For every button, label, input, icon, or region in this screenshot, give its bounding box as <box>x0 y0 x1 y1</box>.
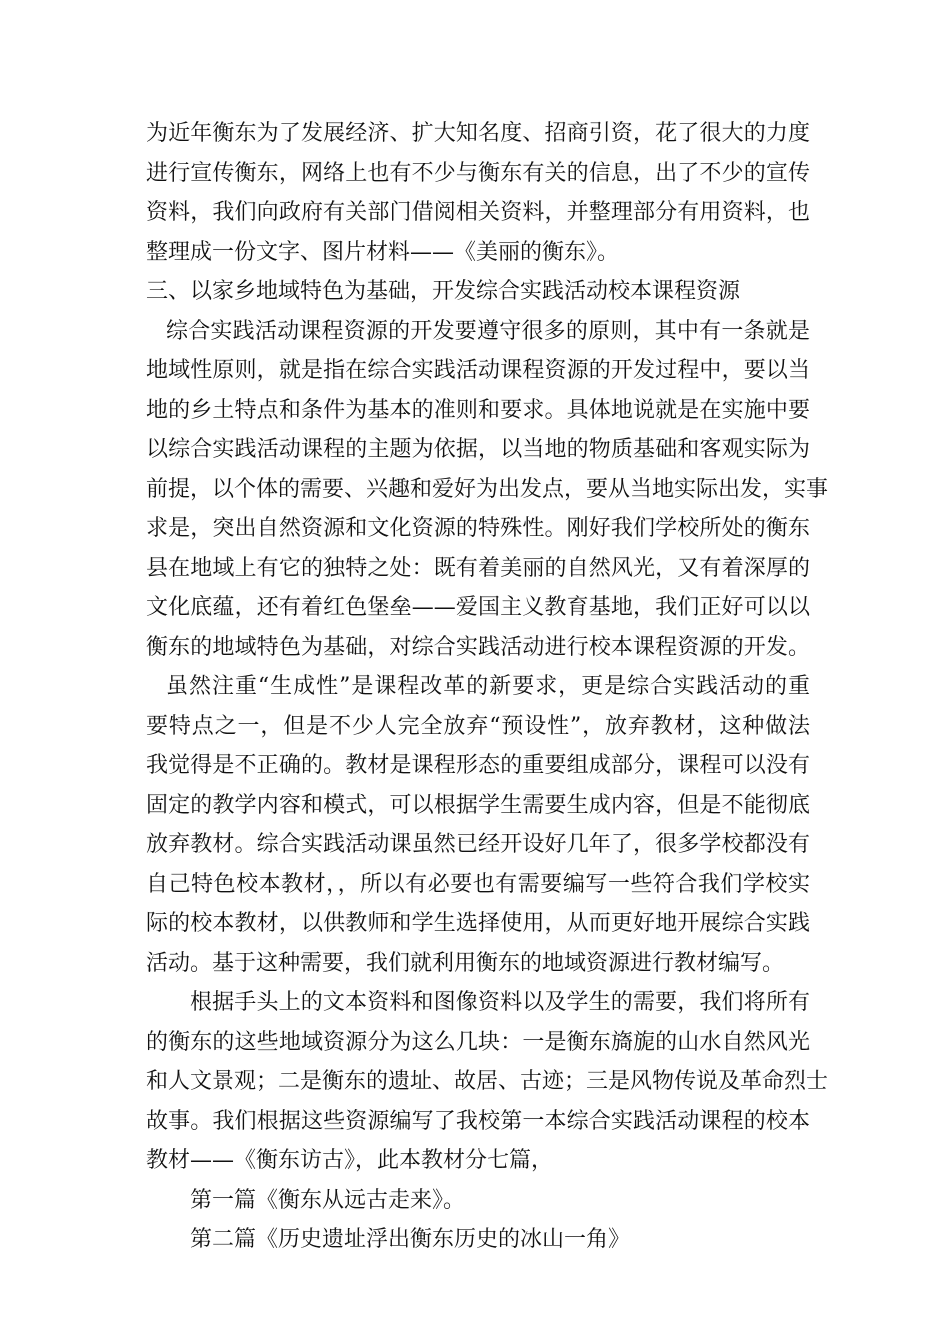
chapter-list-item: 第二篇《历史遗址浮出衡东历史的冰山一角》 <box>190 1227 631 1252</box>
text-line: 和人文景观；二是衡东的遗址、故居、古迹；三是风物传说及革命烈士 <box>146 1069 829 1094</box>
text-line: 县在地域上有它的独特之处：既有着美丽的自然风光，又有着深厚的 <box>146 555 810 581</box>
text-line: 为近年衡东为了发展经济、扩大知名度、招商引资，花了很大的力度 <box>146 121 810 146</box>
text-line: 前提，以个体的需要、兴趣和爱好为出发点，要从当地实际出发，实事 <box>146 476 829 502</box>
text-line: 要特点之一，但是不少人完全放弃“预设性”，放弃教材，这种做法 <box>146 713 810 739</box>
text-line: 际的校本教材，以供教师和学生选择使用，从而更好地开展综合实践 <box>146 911 810 936</box>
text-line: 求是，突出自然资源和文化资源的特殊性。刚好我们学校所处的衡东 <box>146 516 810 541</box>
text-line: 活动。基于这种需要，我们就利用衡东的地域资源进行教材编写。 <box>146 950 785 976</box>
text-line: 放弃教材。综合实践活动课虽然已经开设好几年了，很多学校都没有 <box>146 832 810 857</box>
text-line: 地域性原则，就是指在综合实践活动课程资源的开发过程中，要以当 <box>146 358 810 383</box>
text-line: 综合实践活动课程资源的开发要遵守很多的原则，其中有一条就是 <box>166 318 810 344</box>
chapter-list-item: 第一篇《衡东从远古走来》。 <box>190 1187 466 1213</box>
text-line: 我觉得是不正确的。教材是课程形态的重要组成部分，课程可以没有 <box>146 753 810 778</box>
text-line: 自己特色校本教材，，所以有必要也有需要编写一些符合我们学校实 <box>146 871 810 897</box>
text-line: 固定的教学内容和模式，可以根据学生需要生成内容，但是不能彻底 <box>146 792 810 818</box>
text-line: 文化底蕴，还有着红色堡垒——爱国主义教育基地，我们正好可以以 <box>146 595 810 620</box>
text-line: 资料，我们向政府有关部门借阅相关资料，并整理部分有用资料，也 <box>146 200 810 225</box>
text-line: 地的乡土特点和条件为基本的准则和要求。具体地说就是在实施中要 <box>146 397 810 423</box>
text-line: 的衡东的这些地域资源分为这么几块：一是衡东旖旎的山水自然风光 <box>146 1029 810 1055</box>
text-line: 整理成一份文字、图片材料——《美丽的衡东》。 <box>146 239 620 265</box>
text-line: 虽然注重“生成性”是课程改革的新要求，更是综合实践活动的重 <box>166 674 810 699</box>
text-line: 以综合实践活动课程的主题为依据，以当地的物质基础和客观实际为 <box>146 437 810 462</box>
text-line: 进行宣传衡东，网络上也有不少与衡东有关的信息，出了不少的宣传 <box>146 160 810 186</box>
text-line: 教材——《衡东访古》，此本教材分七篇， <box>146 1148 554 1173</box>
text-line: 故事。我们根据这些资源编写了我校第一本综合实践活动课程的校本 <box>146 1108 810 1134</box>
text-line: 根据手头上的文本资料和图像资料以及学生的需要，我们将所有 <box>190 990 810 1015</box>
body-text <box>146 114 829 1260</box>
section-heading: 三、以家乡地域特色为基础，开发综合实践活动校本课程资源 <box>146 279 741 304</box>
text-line: 衡东的地域特色为基础，对综合实践活动进行校本课程资源的开发。 <box>146 634 810 660</box>
